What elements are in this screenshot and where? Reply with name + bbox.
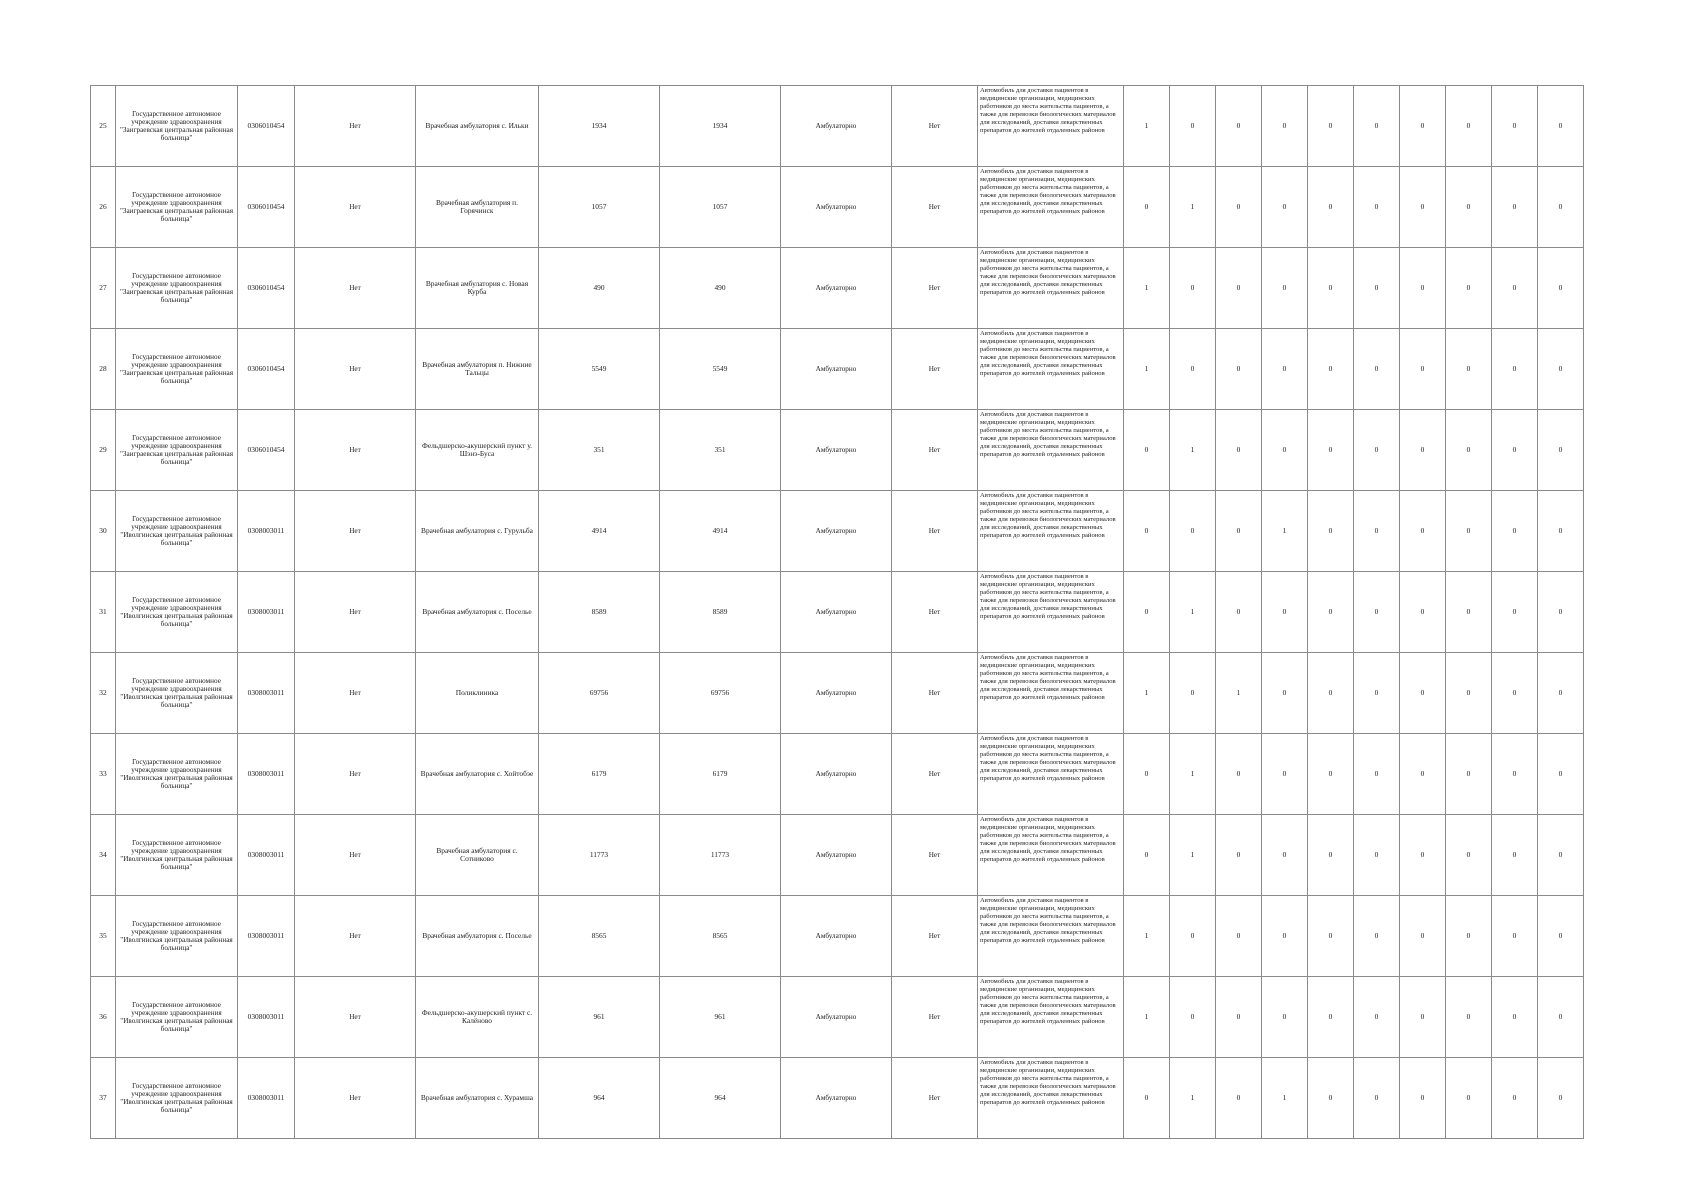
flag-cell: Нет xyxy=(295,248,416,329)
vehicle-count-cell: 0 xyxy=(1446,977,1492,1058)
vehicle-purpose-cell: Автомобиль для доставки пациентов в медицинские организации, медицинских работников до места жительства пациентов, а также для перевозки биологических материалов для исследований, доставки лекарственных препаратов до жителей отдаленных районов xyxy=(978,86,1124,167)
vehicle-count-cell: 1 xyxy=(1124,329,1170,410)
vehicle-count-cell: 0 xyxy=(1216,1058,1262,1139)
vehicle-count-cell: 0 xyxy=(1354,329,1400,410)
vehicle-count-cell: 0 xyxy=(1492,734,1538,815)
vehicle-count-cell: 0 xyxy=(1262,167,1308,248)
row-number-cell: 28 xyxy=(91,329,116,410)
organization-cell: Государственное автономное учреждение здравоохранения "Заиграевская центральная районная больница" xyxy=(116,167,238,248)
organization-cell: Государственное автономное учреждение здравоохранения "Иволгинская центральная районная больница" xyxy=(116,977,238,1058)
flag-cell: Нет xyxy=(295,815,416,896)
vehicle-count-cell: 0 xyxy=(1216,167,1262,248)
vehicle-count-cell: 0 xyxy=(1538,86,1584,167)
population-attached-cell: 961 xyxy=(660,977,781,1058)
vehicle-count-cell: 1 xyxy=(1124,896,1170,977)
population-cell: 5549 xyxy=(539,329,660,410)
vehicle-purpose-cell: Автомобиль для доставки пациентов в медицинские организации, медицинских работников до места жительства пациентов, а также для перевозки биологических материалов для исследований, доставки лекарственных препаратов до жителей отдаленных районов xyxy=(978,248,1124,329)
organization-cell: Государственное автономное учреждение здравоохранения "Заиграевская центральная районная больница" xyxy=(116,86,238,167)
table-row xyxy=(91,248,1584,329)
vehicle-count-cell: 1 xyxy=(1124,248,1170,329)
vehicle-count-cell: 0 xyxy=(1354,977,1400,1058)
vehicle-allocation-table xyxy=(90,85,1584,1139)
vehicle-count-cell: 0 xyxy=(1170,491,1216,572)
population-cell: 4914 xyxy=(539,491,660,572)
org-code-cell: 0306010454 xyxy=(238,410,295,491)
org-code-cell: 0308003011 xyxy=(238,896,295,977)
flag-secondary-cell: Нет xyxy=(892,410,978,491)
table-row xyxy=(91,653,1584,734)
population-attached-cell: 11773 xyxy=(660,815,781,896)
vehicle-count-cell: 0 xyxy=(1262,896,1308,977)
vehicle-count-cell: 0 xyxy=(1354,896,1400,977)
vehicle-count-cell: 0 xyxy=(1538,248,1584,329)
facility-unit-cell: Фельдшерско-акушерский пункт у. Шэнэ-Буса xyxy=(416,410,539,491)
row-number-cell: 26 xyxy=(91,167,116,248)
row-number-cell: 32 xyxy=(91,653,116,734)
population-attached-cell: 490 xyxy=(660,248,781,329)
vehicle-purpose-cell: Автомобиль для доставки пациентов в медицинские организации, медицинских работников до места жительства пациентов, а также для перевозки биологических материалов для исследований, доставки лекарственных препаратов до жителей отдаленных районов xyxy=(978,167,1124,248)
vehicle-count-cell: 0 xyxy=(1216,329,1262,410)
vehicle-count-cell: 0 xyxy=(1170,86,1216,167)
facility-unit-cell: Поликлиника xyxy=(416,653,539,734)
population-attached-cell: 964 xyxy=(660,1058,781,1139)
row-number-cell: 30 xyxy=(91,491,116,572)
vehicle-count-cell: 0 xyxy=(1216,815,1262,896)
flag-secondary-cell: Нет xyxy=(892,653,978,734)
vehicle-count-cell: 1 xyxy=(1170,167,1216,248)
vehicle-count-cell: 0 xyxy=(1538,572,1584,653)
vehicle-count-cell: 0 xyxy=(1446,86,1492,167)
organization-cell: Государственное автономное учреждение здравоохранения "Иволгинская центральная районная больница" xyxy=(116,572,238,653)
population-cell: 6179 xyxy=(539,734,660,815)
vehicle-count-cell: 0 xyxy=(1262,815,1308,896)
org-code-cell: 0308003011 xyxy=(238,1058,295,1139)
vehicle-count-cell: 0 xyxy=(1216,491,1262,572)
table-row xyxy=(91,977,1584,1058)
care-type-cell: Амбулаторно xyxy=(781,977,892,1058)
organization-cell: Государственное автономное учреждение здравоохранения "Иволгинская центральная районная больница" xyxy=(116,896,238,977)
vehicle-count-cell: 0 xyxy=(1400,329,1446,410)
org-code-cell: 0308003011 xyxy=(238,734,295,815)
care-type-cell: Амбулаторно xyxy=(781,572,892,653)
vehicle-purpose-cell: Автомобиль для доставки пациентов в медицинские организации, медицинских работников до места жительства пациентов, а также для перевозки биологических материалов для исследований, доставки лекарственных препаратов до жителей отдаленных районов xyxy=(978,572,1124,653)
vehicle-count-cell: 0 xyxy=(1400,572,1446,653)
vehicle-count-cell: 0 xyxy=(1400,491,1446,572)
vehicle-count-cell: 0 xyxy=(1446,815,1492,896)
table-body xyxy=(91,86,1584,1139)
population-attached-cell: 5549 xyxy=(660,329,781,410)
population-cell: 8589 xyxy=(539,572,660,653)
vehicle-purpose-cell: Автомобиль для доставки пациентов в медицинские организации, медицинских работников до места жительства пациентов, а также для перевозки биологических материалов для исследований, доставки лекарственных препаратов до жителей отдаленных районов xyxy=(978,329,1124,410)
care-type-cell: Амбулаторно xyxy=(781,86,892,167)
table-row xyxy=(91,815,1584,896)
facility-unit-cell: Врачебная амбулатория с. Новая Курба xyxy=(416,248,539,329)
vehicle-count-cell: 1 xyxy=(1170,1058,1216,1139)
vehicle-count-cell: 0 xyxy=(1492,896,1538,977)
flag-secondary-cell: Нет xyxy=(892,491,978,572)
vehicle-count-cell: 0 xyxy=(1354,572,1400,653)
flag-cell: Нет xyxy=(295,410,416,491)
vehicle-count-cell: 1 xyxy=(1170,815,1216,896)
vehicle-count-cell: 0 xyxy=(1446,491,1492,572)
vehicle-count-cell: 0 xyxy=(1492,1058,1538,1139)
vehicle-count-cell: 1 xyxy=(1170,572,1216,653)
vehicle-count-cell: 0 xyxy=(1354,410,1400,491)
vehicle-count-cell: 0 xyxy=(1262,572,1308,653)
vehicle-count-cell: 0 xyxy=(1308,896,1354,977)
vehicle-count-cell: 0 xyxy=(1492,572,1538,653)
vehicle-count-cell: 0 xyxy=(1124,734,1170,815)
facility-unit-cell: Врачебная амбулатория с. Хойтобэе xyxy=(416,734,539,815)
org-code-cell: 0308003011 xyxy=(238,491,295,572)
flag-cell: Нет xyxy=(295,977,416,1058)
flag-cell: Нет xyxy=(295,572,416,653)
flag-secondary-cell: Нет xyxy=(892,572,978,653)
vehicle-count-cell: 0 xyxy=(1124,167,1170,248)
population-attached-cell: 1057 xyxy=(660,167,781,248)
vehicle-count-cell: 0 xyxy=(1492,410,1538,491)
vehicle-count-cell: 0 xyxy=(1262,653,1308,734)
vehicle-count-cell: 0 xyxy=(1492,491,1538,572)
vehicle-count-cell: 0 xyxy=(1446,572,1492,653)
vehicle-count-cell: 0 xyxy=(1170,977,1216,1058)
vehicle-count-cell: 0 xyxy=(1538,329,1584,410)
vehicle-count-cell: 0 xyxy=(1492,329,1538,410)
vehicle-count-cell: 0 xyxy=(1492,977,1538,1058)
organization-cell: Государственное автономное учреждение здравоохранения "Иволгинская центральная районная больница" xyxy=(116,815,238,896)
table-row xyxy=(91,572,1584,653)
vehicle-count-cell: 0 xyxy=(1170,329,1216,410)
vehicle-count-cell: 0 xyxy=(1216,572,1262,653)
vehicle-count-cell: 0 xyxy=(1124,572,1170,653)
flag-secondary-cell: Нет xyxy=(892,977,978,1058)
vehicle-count-cell: 1 xyxy=(1124,653,1170,734)
flag-cell: Нет xyxy=(295,86,416,167)
vehicle-count-cell: 0 xyxy=(1446,734,1492,815)
vehicle-purpose-cell: Автомобиль для доставки пациентов в медицинские организации, медицинских работников до места жительства пациентов, а также для перевозки биологических материалов для исследований, доставки лекарственных препаратов до жителей отдаленных районов xyxy=(978,1058,1124,1139)
vehicle-count-cell: 0 xyxy=(1400,815,1446,896)
population-attached-cell: 8565 xyxy=(660,896,781,977)
population-cell: 964 xyxy=(539,1058,660,1139)
vehicle-count-cell: 0 xyxy=(1262,248,1308,329)
vehicle-count-cell: 0 xyxy=(1538,167,1584,248)
org-code-cell: 0306010454 xyxy=(238,167,295,248)
table-row xyxy=(91,167,1584,248)
flag-secondary-cell: Нет xyxy=(892,248,978,329)
vehicle-count-cell: 0 xyxy=(1400,1058,1446,1139)
vehicle-count-cell: 0 xyxy=(1354,86,1400,167)
population-cell: 490 xyxy=(539,248,660,329)
facility-unit-cell: Врачебная амбулатория с. Сотниково xyxy=(416,815,539,896)
vehicle-count-cell: 0 xyxy=(1492,815,1538,896)
population-cell: 8565 xyxy=(539,896,660,977)
vehicle-count-cell: 1 xyxy=(1124,86,1170,167)
vehicle-count-cell: 0 xyxy=(1308,977,1354,1058)
org-code-cell: 0308003011 xyxy=(238,572,295,653)
flag-secondary-cell: Нет xyxy=(892,1058,978,1139)
vehicle-purpose-cell: Автомобиль для доставки пациентов в медицинские организации, медицинских работников до места жительства пациентов, а также для перевозки биологических материалов для исследований, доставки лекарственных препаратов до жителей отдаленных районов xyxy=(978,815,1124,896)
row-number-cell: 37 xyxy=(91,1058,116,1139)
vehicle-count-cell: 0 xyxy=(1354,815,1400,896)
care-type-cell: Амбулаторно xyxy=(781,329,892,410)
vehicle-count-cell: 0 xyxy=(1308,1058,1354,1139)
vehicle-count-cell: 0 xyxy=(1446,167,1492,248)
care-type-cell: Амбулаторно xyxy=(781,167,892,248)
care-type-cell: Амбулаторно xyxy=(781,734,892,815)
org-code-cell: 0306010454 xyxy=(238,248,295,329)
organization-cell: Государственное автономное учреждение здравоохранения "Заиграевская центральная районная больница" xyxy=(116,248,238,329)
vehicle-count-cell: 1 xyxy=(1262,1058,1308,1139)
row-number-cell: 35 xyxy=(91,896,116,977)
row-number-cell: 36 xyxy=(91,977,116,1058)
vehicle-count-cell: 0 xyxy=(1538,896,1584,977)
vehicle-count-cell: 0 xyxy=(1538,815,1584,896)
organization-cell: Государственное автономное учреждение здравоохранения "Заиграевская центральная районная больница" xyxy=(116,410,238,491)
facility-unit-cell: Врачебная амбулатория с. Хурамша xyxy=(416,1058,539,1139)
row-number-cell: 34 xyxy=(91,815,116,896)
vehicle-count-cell: 0 xyxy=(1354,167,1400,248)
vehicle-count-cell: 0 xyxy=(1308,167,1354,248)
vehicle-count-cell: 0 xyxy=(1170,896,1216,977)
vehicle-count-cell: 0 xyxy=(1400,86,1446,167)
vehicle-count-cell: 0 xyxy=(1446,329,1492,410)
vehicle-count-cell: 0 xyxy=(1170,248,1216,329)
population-cell: 1057 xyxy=(539,167,660,248)
vehicle-count-cell: 0 xyxy=(1308,410,1354,491)
vehicle-count-cell: 0 xyxy=(1446,248,1492,329)
vehicle-count-cell: 0 xyxy=(1538,653,1584,734)
vehicle-count-cell: 0 xyxy=(1124,1058,1170,1139)
organization-cell: Государственное автономное учреждение здравоохранения "Иволгинская центральная районная больница" xyxy=(116,653,238,734)
flag-secondary-cell: Нет xyxy=(892,167,978,248)
vehicle-purpose-cell: Автомобиль для доставки пациентов в медицинские организации, медицинских работников до места жительства пациентов, а также для перевозки биологических материалов для исследований, доставки лекарственных препаратов до жителей отдаленных районов xyxy=(978,734,1124,815)
vehicle-purpose-cell: Автомобиль для доставки пациентов в медицинские организации, медицинских работников до места жительства пациентов, а также для перевозки биологических материалов для исследований, доставки лекарственных препаратов до жителей отдаленных районов xyxy=(978,896,1124,977)
facility-unit-cell: Врачебная амбулатория п. Горячинск xyxy=(416,167,539,248)
vehicle-purpose-cell: Автомобиль для доставки пациентов в медицинские организации, медицинских работников до места жительства пациентов, а также для перевозки биологических материалов для исследований, доставки лекарственных препаратов до жителей отдаленных районов xyxy=(978,410,1124,491)
population-attached-cell: 351 xyxy=(660,410,781,491)
vehicle-count-cell: 0 xyxy=(1308,653,1354,734)
vehicle-count-cell: 0 xyxy=(1262,977,1308,1058)
org-code-cell: 0306010454 xyxy=(238,329,295,410)
vehicle-purpose-cell: Автомобиль для доставки пациентов в медицинские организации, медицинских работников до места жительства пациентов, а также для перевозки биологических материалов для исследований, доставки лекарственных препаратов до жителей отдаленных районов xyxy=(978,491,1124,572)
vehicle-count-cell: 0 xyxy=(1124,410,1170,491)
vehicle-count-cell: 0 xyxy=(1492,86,1538,167)
care-type-cell: Амбулаторно xyxy=(781,896,892,977)
population-cell: 69756 xyxy=(539,653,660,734)
vehicle-count-cell: 1 xyxy=(1216,653,1262,734)
vehicle-count-cell: 0 xyxy=(1308,734,1354,815)
flag-secondary-cell: Нет xyxy=(892,896,978,977)
vehicle-count-cell: 0 xyxy=(1446,1058,1492,1139)
vehicle-count-cell: 0 xyxy=(1216,896,1262,977)
vehicle-count-cell: 1 xyxy=(1170,410,1216,491)
row-number-cell: 27 xyxy=(91,248,116,329)
table-row xyxy=(91,491,1584,572)
org-code-cell: 0308003011 xyxy=(238,977,295,1058)
population-attached-cell: 4914 xyxy=(660,491,781,572)
vehicle-count-cell: 0 xyxy=(1446,896,1492,977)
vehicle-count-cell: 0 xyxy=(1492,167,1538,248)
vehicle-count-cell: 1 xyxy=(1170,734,1216,815)
vehicle-count-cell: 0 xyxy=(1308,86,1354,167)
vehicle-count-cell: 0 xyxy=(1400,977,1446,1058)
organization-cell: Государственное автономное учреждение здравоохранения "Иволгинская центральная районная больница" xyxy=(116,734,238,815)
vehicle-count-cell: 0 xyxy=(1262,329,1308,410)
row-number-cell: 31 xyxy=(91,572,116,653)
facility-unit-cell: Врачебная амбулатория с. Поселье xyxy=(416,896,539,977)
vehicle-purpose-cell: Автомобиль для доставки пациентов в медицинские организации, медицинских работников до места жительства пациентов, а также для перевозки биологических материалов для исследований, доставки лекарственных препаратов до жителей отдаленных районов xyxy=(978,977,1124,1058)
vehicle-count-cell: 0 xyxy=(1492,653,1538,734)
vehicle-count-cell: 0 xyxy=(1170,653,1216,734)
vehicle-count-cell: 0 xyxy=(1216,410,1262,491)
vehicle-count-cell: 0 xyxy=(1538,734,1584,815)
vehicle-count-cell: 0 xyxy=(1308,248,1354,329)
table-row xyxy=(91,734,1584,815)
facility-unit-cell: Фельдшерско-акушерский пункт с. Калёново xyxy=(416,977,539,1058)
vehicle-count-cell: 0 xyxy=(1400,248,1446,329)
population-attached-cell: 8589 xyxy=(660,572,781,653)
vehicle-count-cell: 0 xyxy=(1538,410,1584,491)
vehicle-count-cell: 0 xyxy=(1308,815,1354,896)
table-row xyxy=(91,896,1584,977)
care-type-cell: Амбулаторно xyxy=(781,815,892,896)
vehicle-count-cell: 0 xyxy=(1354,248,1400,329)
vehicle-count-cell: 0 xyxy=(1216,86,1262,167)
table-row xyxy=(91,86,1584,167)
flag-cell: Нет xyxy=(295,734,416,815)
facility-unit-cell: Врачебная амбулатория с. Ильки xyxy=(416,86,539,167)
vehicle-count-cell: 0 xyxy=(1354,491,1400,572)
population-attached-cell: 6179 xyxy=(660,734,781,815)
facility-unit-cell: Врачебная амбулатория п. Нижние Тальцы xyxy=(416,329,539,410)
vehicle-count-cell: 0 xyxy=(1354,734,1400,815)
population-cell: 351 xyxy=(539,410,660,491)
vehicle-purpose-cell: Автомобиль для доставки пациентов в медицинские организации, медицинских работников до места жительства пациентов, а также для перевозки биологических материалов для исследований, доставки лекарственных препаратов до жителей отдаленных районов xyxy=(978,653,1124,734)
vehicle-count-cell: 0 xyxy=(1400,896,1446,977)
population-attached-cell: 69756 xyxy=(660,653,781,734)
vehicle-count-cell: 1 xyxy=(1262,491,1308,572)
org-code-cell: 0308003011 xyxy=(238,815,295,896)
population-attached-cell: 1934 xyxy=(660,86,781,167)
vehicle-count-cell: 0 xyxy=(1262,734,1308,815)
vehicle-count-cell: 0 xyxy=(1308,329,1354,410)
org-code-cell: 0306010454 xyxy=(238,86,295,167)
table-row xyxy=(91,1058,1584,1139)
vehicle-count-cell: 0 xyxy=(1538,977,1584,1058)
vehicle-count-cell: 0 xyxy=(1446,653,1492,734)
population-cell: 1934 xyxy=(539,86,660,167)
flag-secondary-cell: Нет xyxy=(892,329,978,410)
care-type-cell: Амбулаторно xyxy=(781,1058,892,1139)
vehicle-count-cell: 0 xyxy=(1354,653,1400,734)
vehicle-count-cell: 0 xyxy=(1446,410,1492,491)
flag-secondary-cell: Нет xyxy=(892,86,978,167)
organization-cell: Государственное автономное учреждение здравоохранения "Заиграевская центральная районная больница" xyxy=(116,329,238,410)
care-type-cell: Амбулаторно xyxy=(781,248,892,329)
facility-unit-cell: Врачебная амбулатория с. Гурульба xyxy=(416,491,539,572)
care-type-cell: Амбулаторно xyxy=(781,491,892,572)
vehicle-count-cell: 1 xyxy=(1124,977,1170,1058)
population-cell: 961 xyxy=(539,977,660,1058)
org-code-cell: 0308003011 xyxy=(238,653,295,734)
organization-cell: Государственное автономное учреждение здравоохранения "Иволгинская центральная районная больница" xyxy=(116,491,238,572)
vehicle-count-cell: 0 xyxy=(1124,815,1170,896)
row-number-cell: 25 xyxy=(91,86,116,167)
vehicle-count-cell: 0 xyxy=(1400,167,1446,248)
organization-cell: Государственное автономное учреждение здравоохранения "Иволгинская центральная районная больница" xyxy=(116,1058,238,1139)
flag-secondary-cell: Нет xyxy=(892,815,978,896)
flag-secondary-cell: Нет xyxy=(892,734,978,815)
vehicle-count-cell: 0 xyxy=(1216,734,1262,815)
table-row xyxy=(91,329,1584,410)
vehicle-count-cell: 0 xyxy=(1216,248,1262,329)
table-row xyxy=(91,410,1584,491)
vehicle-count-cell: 0 xyxy=(1308,572,1354,653)
flag-cell: Нет xyxy=(295,653,416,734)
vehicle-count-cell: 0 xyxy=(1262,410,1308,491)
row-number-cell: 29 xyxy=(91,410,116,491)
row-number-cell: 33 xyxy=(91,734,116,815)
flag-cell: Нет xyxy=(295,167,416,248)
vehicle-count-cell: 0 xyxy=(1124,491,1170,572)
care-type-cell: Амбулаторно xyxy=(781,410,892,491)
vehicle-count-cell: 0 xyxy=(1354,1058,1400,1139)
vehicle-count-cell: 0 xyxy=(1400,734,1446,815)
facility-unit-cell: Врачебная амбулатория с. Поселье xyxy=(416,572,539,653)
flag-cell: Нет xyxy=(295,896,416,977)
flag-cell: Нет xyxy=(295,1058,416,1139)
population-cell: 11773 xyxy=(539,815,660,896)
care-type-cell: Амбулаторно xyxy=(781,653,892,734)
vehicle-count-cell: 0 xyxy=(1400,410,1446,491)
vehicle-count-cell: 0 xyxy=(1538,1058,1584,1139)
vehicle-count-cell: 0 xyxy=(1400,653,1446,734)
vehicle-count-cell: 0 xyxy=(1216,977,1262,1058)
vehicle-count-cell: 0 xyxy=(1262,86,1308,167)
flag-cell: Нет xyxy=(295,329,416,410)
vehicle-count-cell: 0 xyxy=(1492,248,1538,329)
vehicle-count-cell: 0 xyxy=(1308,491,1354,572)
flag-cell: Нет xyxy=(295,491,416,572)
vehicle-count-cell: 0 xyxy=(1538,491,1584,572)
